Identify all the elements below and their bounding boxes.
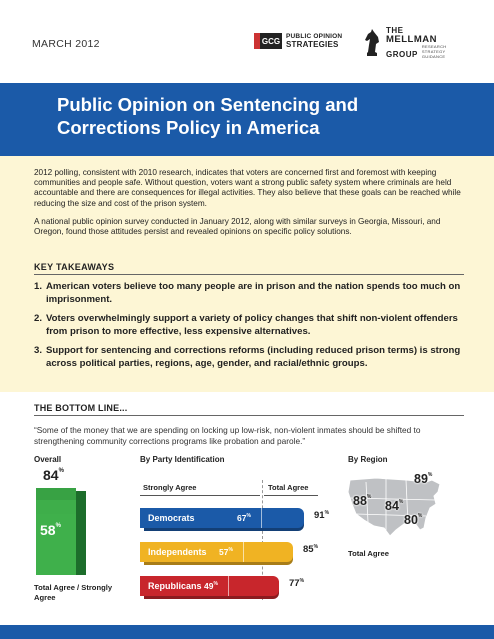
region-chart-title: By Region (348, 455, 388, 464)
pos-logo-mark: GCG (254, 33, 282, 49)
party-strong-value: 57% (219, 547, 233, 557)
region-chart-axis-label: Total Agree (348, 549, 389, 558)
party-label: Democrats (148, 513, 195, 523)
bottom-line-heading: THE BOTTOM LINE... (34, 403, 128, 413)
divider (140, 495, 260, 496)
party-bar-independents (140, 542, 293, 562)
region-number: 89 (414, 472, 428, 486)
title-line2: Corrections Policy in America (57, 117, 320, 138)
item-text: American voters believe too many people are in prison and the nation spends too much on imprisonment. (46, 281, 461, 305)
region-value-south (404, 513, 422, 527)
party-total-value: 91% (314, 510, 330, 521)
item-text: Voters overwhelmingly support a variety of policy changes that shift non-violent offenders from prison to more effective, less expensive alternatives. (46, 313, 458, 337)
overall-chart-title: Overall (34, 455, 62, 464)
region-value-west (353, 494, 371, 508)
mellman-tag3: GUIDANCE (421, 54, 446, 59)
mellman-tag2: STRATEGY (421, 49, 446, 54)
mellman-logo-text (386, 26, 446, 59)
region-number: 80 (404, 513, 418, 527)
pos-logo-line2: STRATEGIES (286, 40, 339, 49)
intro-paragraph-2: A national public opinion survey conducted in January 2012, along with similar surveys in Georgia, Missouri, and Oregon, found those attitudes persist and revealed opinions on specific policy solutions. (34, 216, 441, 237)
overall-total-value (43, 467, 64, 483)
party-col-strongly: Strongly Agree (143, 483, 197, 492)
date: MARCH 2012 (32, 38, 100, 50)
percent-sign: % (417, 513, 423, 519)
percent-sign: % (58, 468, 64, 474)
mellman-line2: MELLMAN (386, 34, 437, 45)
percent-sign: % (427, 472, 433, 478)
public-opinion-strategies-logo (254, 33, 342, 49)
title-line1: Public Opinion on Sentencing and (57, 94, 359, 115)
item-number: 3. (34, 345, 43, 356)
list-item (34, 280, 464, 306)
percent-sign: % (366, 494, 372, 500)
list-item (34, 344, 464, 370)
pos-logo-line1: PUBLIC OPINION (286, 33, 343, 40)
region-number: 84 (385, 499, 399, 513)
item-number: 2. (34, 313, 43, 324)
intro-paragraph-1: 2012 polling, consistent with 2010 research, indicates that voters are concerned first and foremost with keeping communities and people safe. Without question, voters want a strong public safety system where criminals are held accountable and there are consequences for illegal activities. They also believe that these goals can be reached while reducing the size and cost of the prison system. (34, 168, 461, 208)
percent-sign: % (398, 499, 404, 505)
region-number: 88 (353, 494, 367, 508)
item-text: Support for sentencing and corrections reforms (including reduced prison terms) is strong across political parties, regions, age, gender, and racial/ethnic groups. (46, 345, 461, 369)
party-label: Independents (148, 547, 207, 557)
party-bar-democrats (140, 508, 304, 528)
party-strong-value: 67% (237, 513, 251, 523)
mellman-tag1: RESEARCH (421, 44, 447, 49)
region-value-northeast (414, 472, 432, 486)
key-takeaways-list (34, 280, 464, 376)
party-col-total: Total Agree (268, 483, 309, 492)
party-total-value: 77% (289, 578, 305, 589)
party-strong-marker (261, 508, 262, 528)
title-banner (0, 83, 494, 156)
key-takeaways-heading: KEY TAKEAWAYS (34, 262, 115, 272)
item-number: 1. (34, 281, 43, 292)
party-strong-marker (228, 576, 229, 596)
bottom-line-quote: “Some of the money that we are spending on locking up low-risk, non-violent inmates should be shifted to strengthening community corrections programs like probation and parole.” (34, 425, 421, 446)
party-label: Republicans (148, 581, 202, 591)
chess-knight-icon (362, 28, 382, 58)
mellman-line3: GROUP (386, 50, 418, 59)
party-strong-value: 49% (204, 581, 218, 591)
intro-text (34, 168, 466, 245)
mellman-group-logo (362, 26, 446, 59)
footer-bar (0, 625, 494, 639)
overall-total-number: 84 (43, 467, 59, 483)
party-bar-republicans (140, 576, 279, 596)
overall-strong-value (40, 522, 61, 538)
pos-logo-text (286, 33, 342, 49)
divider (264, 495, 318, 496)
divider (34, 274, 464, 275)
overall-bar-side (76, 491, 86, 575)
party-total-value: 85% (303, 544, 319, 555)
party-chart-title: By Party Identification (140, 455, 225, 464)
region-value-midwest (385, 499, 403, 513)
party-strong-marker (243, 542, 244, 562)
mellman-line1: THE (386, 26, 404, 35)
page-title (57, 93, 358, 139)
overall-chart-axis-label: Total Agree / Strongly Agree (34, 583, 113, 602)
list-item (34, 312, 464, 338)
divider (34, 415, 464, 416)
percent-sign: % (55, 523, 61, 529)
overall-strong-number: 58 (40, 522, 56, 538)
mellman-tagline (422, 44, 447, 59)
